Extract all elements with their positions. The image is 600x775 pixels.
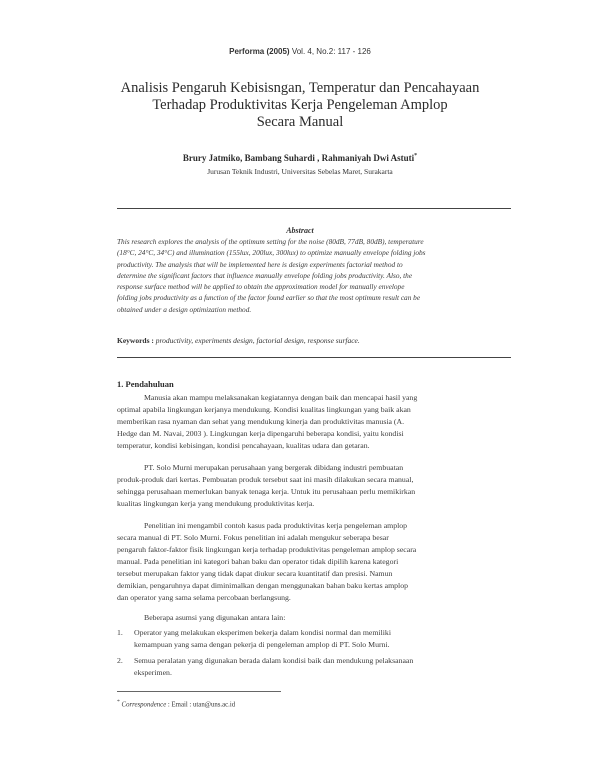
paragraph-1 xyxy=(117,392,511,452)
abstract-line: obtained under a design optimization method. xyxy=(117,304,252,314)
text-line: sehingga perusahaan memerlukan banyak tenaga kerja. Untuk itu perusahaan perlu memikirkan xyxy=(117,487,416,496)
footnote-text: : Email : utan@uns.ac.id xyxy=(166,701,236,709)
assumption-list xyxy=(117,627,511,679)
text-line: Semua peralatan yang digunakan berada dalam kondisi baik dan mendukung pelaksanaan xyxy=(134,656,414,665)
list-item xyxy=(117,627,511,651)
journal-header xyxy=(0,47,600,56)
text-line: manual. Pada penelitian ini kategori bahan baku dan operator tidak dipilih karena kategori xyxy=(117,557,399,566)
paragraph-2 xyxy=(117,462,511,510)
text-line: memberikan rasa nyaman dan sehat yang mendukung kinerja dan produktivitas manusia (A. xyxy=(117,417,405,426)
text-line: kemampuan yang sama dengan pekerja di pengeleman amplop di PT. Solo Murni. xyxy=(134,640,390,649)
journal-name: Performa (2005) xyxy=(229,47,290,56)
text-line: PT. Solo Murni merupakan perusahaan yang bergerak dibidang industri pembuatan xyxy=(144,463,404,472)
text-line: dan operator yang sama selama percobaan berlangsung. xyxy=(117,593,291,602)
text-line: kualitas lingkungan kerja yang mendukung produktivitas kerja. xyxy=(117,499,315,508)
text-line: eksperimen. xyxy=(134,668,172,677)
abstract-body xyxy=(117,236,511,315)
text-line: Manusia akan mampu melaksanakan kegiatannya dengan baik dan mencapai hasil yang xyxy=(144,393,418,402)
text-line: demikian, pengaruhnya dapat diminimalkan dengan menggunakan bahan baku kertas amplop xyxy=(117,581,408,590)
paragraph-4 xyxy=(117,612,511,624)
abstract-line: folding jobs productivity as a function of the factor found earlier so that the most optimum result can be xyxy=(117,293,421,303)
abstract-heading: Abstract xyxy=(286,226,314,235)
footnote-rule xyxy=(117,691,281,692)
abstract-line: response surface method will be applied to obtain the approximation model for manually envelope xyxy=(117,282,405,292)
title-line: Terhadap Produktivitas Kerja Pengeleman Amplop xyxy=(152,97,448,113)
abstract-line: This research explores the analysis of the optimum setting for the noise (80dB, 77dB, 80dB), temperature xyxy=(117,237,424,246)
text-line: pengaruh faktor-faktor fisik lingkungan kerja terhadap produktivitas pengeleman amplop secara xyxy=(117,545,417,554)
footnote-label: Correspondence xyxy=(121,701,167,709)
journal-info: Vol. 4, No.2: 117 - 126 xyxy=(289,47,371,56)
text-line: temperatur, kondisi kebisingan, kondisi pencahayaan, kualitas udara dan getaran. xyxy=(117,441,370,450)
title-line: Secara Manual xyxy=(256,114,344,130)
text-line: Operator yang melakukan eksperimen bekerja dalam kondisi normal dan memiliki xyxy=(134,628,392,637)
author-list xyxy=(0,153,600,163)
title-line: Analisis Pengaruh Kebisisngan, Temperatur dan Pencahayaan xyxy=(120,80,480,96)
abstract-line: productivity. The analysis that will be implemented here is design experiments factorial method to xyxy=(117,259,403,269)
abstract-top-rule xyxy=(117,208,511,209)
paragraph-3 xyxy=(117,520,511,604)
author-names: Brury Jatmiko, Bambang Suhardi , Rahmaniyah Dwi Astuti xyxy=(182,153,415,163)
text-line: Penelitian ini mengambil contoh kasus pada produktivitas kerja pengeleman amplop xyxy=(144,521,408,530)
abstract-line: determine the significant factors that influence manually envelope folding jobs productivity. Also, the xyxy=(117,270,413,280)
keywords xyxy=(117,336,517,345)
text-line: produk-produk dari kertas. Pembuatan produk tersebut saat ini masih dilakukan secara manual, xyxy=(117,475,414,484)
list-number: 1. xyxy=(117,628,123,637)
correspondence-mark: * xyxy=(414,153,418,159)
section-heading: 1. Pendahuluan xyxy=(117,379,174,389)
abstract-bottom-rule xyxy=(117,357,511,358)
author-affiliation: Jurusan Teknik Industri, Universitas Sebelas Maret, Surakarta xyxy=(207,167,393,176)
footnote xyxy=(117,699,417,708)
text-line: optimal apabila lingkungan kerjanya mendukung. Kondisi kualitas lingkungan yang baik akan xyxy=(117,405,411,414)
keywords-value: productivity, experiments design, factorial design, response surface. xyxy=(153,336,360,345)
abstract-line: (18°C, 24°C, 34°C) and illumination (155lux, 200lux, 300lux) to optimize manually envelope folding jobs xyxy=(117,248,426,258)
footnote-mark: * xyxy=(117,699,120,705)
list-number: 2. xyxy=(117,656,123,665)
text-line: Hedge dan M. Navai, 2003 ). Lingkungan kerja dipengaruhi beberapa kondisi, yaitu kondisi xyxy=(117,429,404,438)
paper-title xyxy=(90,80,510,131)
text-line: Beberapa asumsi yang digunakan antara lain: xyxy=(144,613,286,622)
text-line: tersebut merupakan faktor yang tidak dapat diukur secara kuantitatif dan presisi. Namun xyxy=(117,569,393,578)
list-item xyxy=(117,655,511,679)
text-line: secara manual di PT. Solo Murni. Fokus penelitian ini adalah mengukur seberapa besar xyxy=(117,533,389,542)
keywords-label: Keywords : xyxy=(117,336,154,345)
